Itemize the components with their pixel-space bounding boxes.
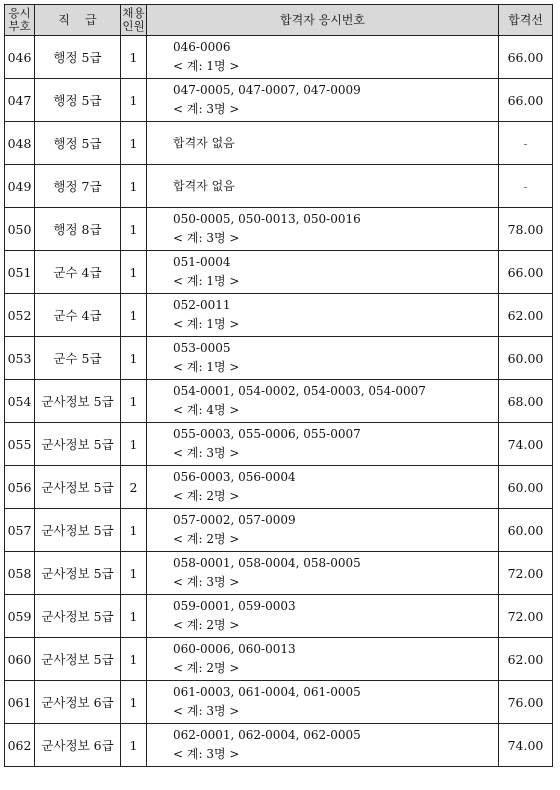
recruit-count-cell: 1 bbox=[121, 79, 147, 122]
recruit-count-cell: 1 bbox=[121, 681, 147, 724]
recruit-count-cell: 1 bbox=[121, 36, 147, 79]
recruit-count-cell: 1 bbox=[121, 294, 147, 337]
passer-numbers: 054-0001, 054-0002, 054-0003, 054-0007 bbox=[173, 384, 426, 398]
passer-total: < 계: 1명 > bbox=[173, 59, 240, 73]
passers-cell bbox=[147, 165, 499, 208]
grade-cell: 군사정보 5급 bbox=[35, 552, 121, 595]
exam-no-cell: 062 bbox=[5, 724, 35, 767]
passers-cell bbox=[147, 208, 499, 251]
passer-total: < 계: 2명 > bbox=[173, 532, 240, 546]
exam-no-cell: 047 bbox=[5, 79, 35, 122]
passer-numbers: 051-0004 bbox=[173, 255, 231, 269]
passer-numbers: 055-0003, 055-0006, 055-0007 bbox=[173, 427, 361, 441]
recruit-count-cell: 1 bbox=[121, 208, 147, 251]
passers-cell bbox=[147, 36, 499, 79]
passers-cell bbox=[147, 681, 499, 724]
passers-cell bbox=[147, 552, 499, 595]
passer-numbers: 052-0011 bbox=[173, 298, 231, 312]
passer-total: < 계: 3명 > bbox=[173, 704, 240, 718]
exam-no-cell: 056 bbox=[5, 466, 35, 509]
grade-cell: 군사정보 6급 bbox=[35, 724, 121, 767]
table-row bbox=[5, 36, 553, 79]
cutoff-cell: 72.00 bbox=[499, 595, 553, 638]
passer-numbers: 046-0006 bbox=[173, 40, 231, 54]
cutoff-cell: 60.00 bbox=[499, 509, 553, 552]
table-row bbox=[5, 724, 553, 767]
passer-total: < 계: 2명 > bbox=[173, 661, 240, 675]
passers-cell bbox=[147, 251, 499, 294]
grade-cell: 행정 8급 bbox=[35, 208, 121, 251]
exam-no-cell: 057 bbox=[5, 509, 35, 552]
exam-no-cell: 052 bbox=[5, 294, 35, 337]
exam-no-cell: 050 bbox=[5, 208, 35, 251]
passer-total: < 계: 1명 > bbox=[173, 317, 240, 331]
passers-cell bbox=[147, 337, 499, 380]
exam-no-cell: 058 bbox=[5, 552, 35, 595]
cutoff-cell: 72.00 bbox=[499, 552, 553, 595]
exam-no-cell: 061 bbox=[5, 681, 35, 724]
table-row bbox=[5, 423, 553, 466]
passer-numbers: 합격자 없음 bbox=[173, 178, 235, 193]
cutoff-cell: 68.00 bbox=[499, 380, 553, 423]
exam-no-cell: 060 bbox=[5, 638, 35, 681]
passer-total: < 계: 3명 > bbox=[173, 575, 240, 589]
table-row bbox=[5, 681, 553, 724]
cutoff-cell: 66.00 bbox=[499, 79, 553, 122]
passer-total: < 계: 3명 > bbox=[173, 102, 240, 116]
grade-cell: 군사정보 5급 bbox=[35, 509, 121, 552]
results-sheet bbox=[4, 4, 553, 767]
recruit-count-cell: 1 bbox=[121, 251, 147, 294]
passer-total: < 계: 3명 > bbox=[173, 446, 240, 460]
grade-cell: 군사정보 5급 bbox=[35, 466, 121, 509]
table-row bbox=[5, 122, 553, 165]
table-row bbox=[5, 638, 553, 681]
table-row bbox=[5, 294, 553, 337]
exam-no-cell: 051 bbox=[5, 251, 35, 294]
recruit-count-cell: 1 bbox=[121, 423, 147, 466]
header-cutoff-label: 합격선 bbox=[508, 12, 543, 27]
table-row bbox=[5, 509, 553, 552]
passers-cell bbox=[147, 724, 499, 767]
passer-numbers: 056-0003, 056-0004 bbox=[173, 470, 296, 484]
cutoff-cell: - bbox=[499, 122, 553, 165]
passer-numbers: 050-0005, 050-0013, 050-0016 bbox=[173, 212, 361, 226]
grade-cell: 군사정보 5급 bbox=[35, 380, 121, 423]
passer-total: < 계: 1명 > bbox=[173, 360, 240, 374]
passer-numbers: 053-0005 bbox=[173, 341, 231, 355]
grade-cell: 행정 5급 bbox=[35, 36, 121, 79]
cutoff-cell: 62.00 bbox=[499, 294, 553, 337]
header-cutoff bbox=[499, 5, 553, 36]
header-exam-no bbox=[5, 5, 35, 36]
header-recruit-label: 채용 인원 bbox=[122, 6, 145, 33]
passers-cell bbox=[147, 638, 499, 681]
header-passers-label: 합격자 응시번호 bbox=[280, 12, 365, 27]
passer-total: < 계: 3명 > bbox=[173, 747, 240, 761]
table-row bbox=[5, 208, 553, 251]
grade-cell: 행정 7급 bbox=[35, 165, 121, 208]
header-recruit bbox=[121, 5, 147, 36]
header-row bbox=[5, 5, 553, 36]
cutoff-cell: 74.00 bbox=[499, 423, 553, 466]
header-grade bbox=[35, 5, 121, 36]
header-grade-label: 직 급 bbox=[58, 12, 97, 27]
results-table bbox=[4, 4, 553, 767]
table-row bbox=[5, 337, 553, 380]
recruit-count-cell: 1 bbox=[121, 595, 147, 638]
exam-no-cell: 053 bbox=[5, 337, 35, 380]
recruit-count-cell: 1 bbox=[121, 380, 147, 423]
cutoff-cell: 60.00 bbox=[499, 466, 553, 509]
passer-numbers: 058-0001, 058-0004, 058-0005 bbox=[173, 556, 361, 570]
recruit-count-cell: 2 bbox=[121, 466, 147, 509]
passer-total: < 계: 4명 > bbox=[173, 403, 240, 417]
passer-numbers: 060-0006, 060-0013 bbox=[173, 642, 296, 656]
table-row bbox=[5, 552, 553, 595]
recruit-count-cell: 1 bbox=[121, 552, 147, 595]
table-row bbox=[5, 595, 553, 638]
passer-numbers: 059-0001, 059-0003 bbox=[173, 599, 296, 613]
cutoff-cell: 62.00 bbox=[499, 638, 553, 681]
passers-cell bbox=[147, 122, 499, 165]
passer-numbers: 061-0003, 061-0004, 061-0005 bbox=[173, 685, 361, 699]
grade-cell: 군수 4급 bbox=[35, 294, 121, 337]
passers-cell bbox=[147, 466, 499, 509]
grade-cell: 군사정보 5급 bbox=[35, 595, 121, 638]
recruit-count-cell: 1 bbox=[121, 165, 147, 208]
cutoff-cell: 76.00 bbox=[499, 681, 553, 724]
cutoff-cell: 74.00 bbox=[499, 724, 553, 767]
passer-total: < 계: 1명 > bbox=[173, 274, 240, 288]
recruit-count-cell: 1 bbox=[121, 337, 147, 380]
table-row bbox=[5, 165, 553, 208]
passer-numbers: 합격자 없음 bbox=[173, 135, 235, 150]
passers-cell bbox=[147, 380, 499, 423]
passer-total: < 계: 2명 > bbox=[173, 489, 240, 503]
cutoff-cell: 60.00 bbox=[499, 337, 553, 380]
passers-cell bbox=[147, 294, 499, 337]
table-row bbox=[5, 380, 553, 423]
exam-no-cell: 059 bbox=[5, 595, 35, 638]
cutoff-cell: 78.00 bbox=[499, 208, 553, 251]
cutoff-cell: 66.00 bbox=[499, 251, 553, 294]
grade-cell: 군사정보 5급 bbox=[35, 423, 121, 466]
cutoff-cell: - bbox=[499, 165, 553, 208]
table-row bbox=[5, 79, 553, 122]
grade-cell: 군사정보 6급 bbox=[35, 681, 121, 724]
recruit-count-cell: 1 bbox=[121, 724, 147, 767]
passer-numbers: 057-0002, 057-0009 bbox=[173, 513, 296, 527]
exam-no-cell: 048 bbox=[5, 122, 35, 165]
passers-cell bbox=[147, 79, 499, 122]
table-row bbox=[5, 251, 553, 294]
cutoff-cell: 66.00 bbox=[499, 36, 553, 79]
grade-cell: 행정 5급 bbox=[35, 122, 121, 165]
grade-cell: 군사정보 5급 bbox=[35, 638, 121, 681]
passers-cell bbox=[147, 509, 499, 552]
passer-total: < 계: 2명 > bbox=[173, 618, 240, 632]
exam-no-cell: 049 bbox=[5, 165, 35, 208]
passer-numbers: 062-0001, 062-0004, 062-0005 bbox=[173, 728, 361, 742]
header-exam-no-label: 응시 부호 bbox=[8, 6, 31, 33]
grade-cell: 행정 5급 bbox=[35, 79, 121, 122]
table-row bbox=[5, 466, 553, 509]
passers-cell bbox=[147, 423, 499, 466]
passers-cell bbox=[147, 595, 499, 638]
exam-no-cell: 046 bbox=[5, 36, 35, 79]
passer-numbers: 047-0005, 047-0007, 047-0009 bbox=[173, 83, 361, 97]
header-passers bbox=[147, 5, 499, 36]
recruit-count-cell: 1 bbox=[121, 638, 147, 681]
exam-no-cell: 054 bbox=[5, 380, 35, 423]
recruit-count-cell: 1 bbox=[121, 122, 147, 165]
grade-cell: 군수 4급 bbox=[35, 251, 121, 294]
passer-total: < 계: 3명 > bbox=[173, 231, 240, 245]
grade-cell: 군수 5급 bbox=[35, 337, 121, 380]
recruit-count-cell: 1 bbox=[121, 509, 147, 552]
exam-no-cell: 055 bbox=[5, 423, 35, 466]
